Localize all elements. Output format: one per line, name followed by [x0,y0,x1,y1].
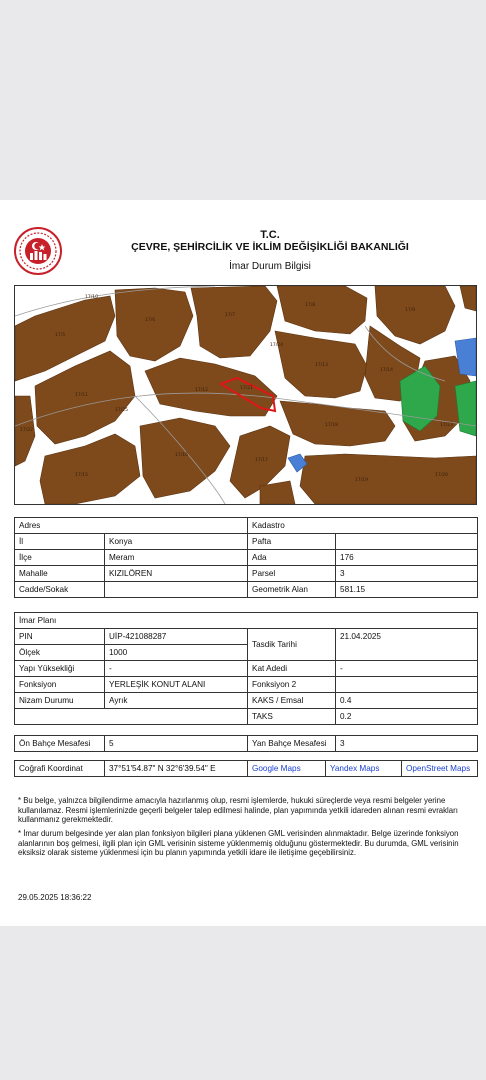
svg-text:17/12: 17/12 [195,388,208,393]
label-cadde: Cadde/Sokak [15,582,105,598]
svg-text:17/14: 17/14 [380,368,393,373]
svg-text:17/20: 17/20 [435,473,448,478]
label-fonksiyon: Fonksiyon [15,677,105,693]
value-cadde [105,582,248,598]
value-olcek: 1000 [105,645,248,661]
address-table [14,517,478,598]
ministry-title: ÇEVRE, ŞEHİRCİLİK VE İKLİM DEĞİŞİKLİĞİ BAKANLIĞI [131,241,409,253]
disclaimer-note-1: * Bu belge, yalnızca bilgilendirme amacıyla hazırlanmış olup, resmi işlemlerde, hukuki süreçlerde veya resmi belgeler yerine kullanılamaz. Resmi işlemlerinizde geçerli belgeler talep edilmesi halinde, plan yapımında yetkili idareden alınan resmi evrakları kullanmanız gerekmektedir. [18,796,458,825]
label-mahalle: Mahalle [15,566,105,582]
label-yukseklik: Yapı Yüksekliği [15,661,105,677]
label-tasdik: Tasdik Tarihi [248,629,336,661]
value-pafta [336,534,478,550]
setback-table [14,735,478,752]
label-parsel: Parsel [248,566,336,582]
openstreet-maps-link[interactable]: OpenStreet Maps [406,764,471,773]
value-yan-bahce: 3 [336,736,478,752]
svg-text:17/25: 17/25 [115,408,128,413]
label-kat: Kat Adedi [248,661,336,677]
value-nizam: Ayrık [105,693,248,709]
value-ada: 176 [336,550,478,566]
svg-text:17/17: 17/17 [255,458,268,463]
value-on-bahce: 5 [105,736,248,752]
value-alan: 581.15 [336,582,478,598]
label-pin: PIN [15,629,105,645]
google-maps-link[interactable]: Google Maps [252,764,301,773]
value-parsel: 3 [336,566,478,582]
value-koordinat: 37°51'54.87" N 32°6'39.54" E [105,761,248,777]
zoning-plan-table [14,612,478,725]
svg-text:17/15: 17/15 [75,473,88,478]
value-taks: 0.2 [336,709,478,725]
imar-title: İmar Planı [15,613,478,629]
label-alan: Geometrik Alan [248,582,336,598]
zoning-map[interactable] [14,285,477,505]
disclaimer-note-2: * İmar durum belgesinde yer alan plan fonksiyon bilgileri plana yüklenen GML verisinden alınmaktadır. Belge üzerinde fonksiyon alanlarının boş gelmesi, ilgili plan için GML verisinin sisteme yüklenmemiş olduğunu göstermektedir. Bu durumda, GML verisinin eksiksiz olarak sisteme yüklenmesi için bu planın yapımında yetkili idare ile iletişime geçebilirsiniz. [18,829,459,858]
document-subtitle: İmar Durum Bilgisi [229,261,311,272]
coordinate-table [14,760,478,777]
value-fonksiyon2 [336,677,478,693]
svg-text:17/9: 17/9 [405,308,416,313]
svg-text:17/7: 17/7 [225,313,236,318]
value-ilce: Meram [105,550,248,566]
label-koordinat: Coğrafi Koordinat [15,761,105,777]
value-fonksiyon: YERLEŞİK KONUT ALANI [105,677,248,693]
label-ilce: İlçe [15,550,105,566]
svg-text:17/18: 17/18 [325,423,338,428]
svg-text:17/23: 17/23 [440,423,453,428]
label-adres: Adres [15,518,248,534]
value-kaks: 0.4 [336,693,478,709]
label-kadastro: Kadastro [248,518,478,534]
label-olcek: Ölçek [15,645,105,661]
label-nizam: Nizam Durumu [15,693,105,709]
empty-cell [15,709,248,725]
value-mahalle: KIZILÖREN [105,566,248,582]
svg-text:17/5: 17/5 [55,333,66,338]
label-pafta: Pafta [248,534,336,550]
label-ada: Ada [248,550,336,566]
svg-text:17/22: 17/22 [20,428,33,433]
svg-text:17/16: 17/16 [175,453,188,458]
svg-text:17/21: 17/21 [240,386,253,391]
ministry-logo [14,227,62,275]
value-yukseklik: - [105,661,248,677]
value-il: Konya [105,534,248,550]
header-tc: T.C. [260,229,280,241]
svg-text:17/24: 17/24 [270,343,283,348]
svg-text:17/8: 17/8 [305,303,316,308]
generated-timestamp: 29.05.2025 18:36:22 [18,893,92,902]
label-on-bahce: Ön Bahçe Mesafesi [15,736,105,752]
svg-text:17/13: 17/13 [315,363,328,368]
value-tasdik: 21.04.2025 [336,629,478,661]
svg-text:17/10: 17/10 [85,295,98,300]
yandex-maps-link[interactable]: Yandex Maps [330,764,380,773]
label-il: İl [15,534,105,550]
label-kaks: KAKS / Emsal [248,693,336,709]
value-pin: UİP-421088287 [105,629,248,645]
svg-text:17/6: 17/6 [145,318,156,323]
label-fonksiyon2: Fonksiyon 2 [248,677,336,693]
label-taks: TAKS [248,709,336,725]
svg-text:17/19: 17/19 [355,478,368,483]
label-yan-bahce: Yan Bahçe Mesafesi [248,736,336,752]
svg-text:17/11: 17/11 [75,393,88,398]
value-kat: - [336,661,478,677]
